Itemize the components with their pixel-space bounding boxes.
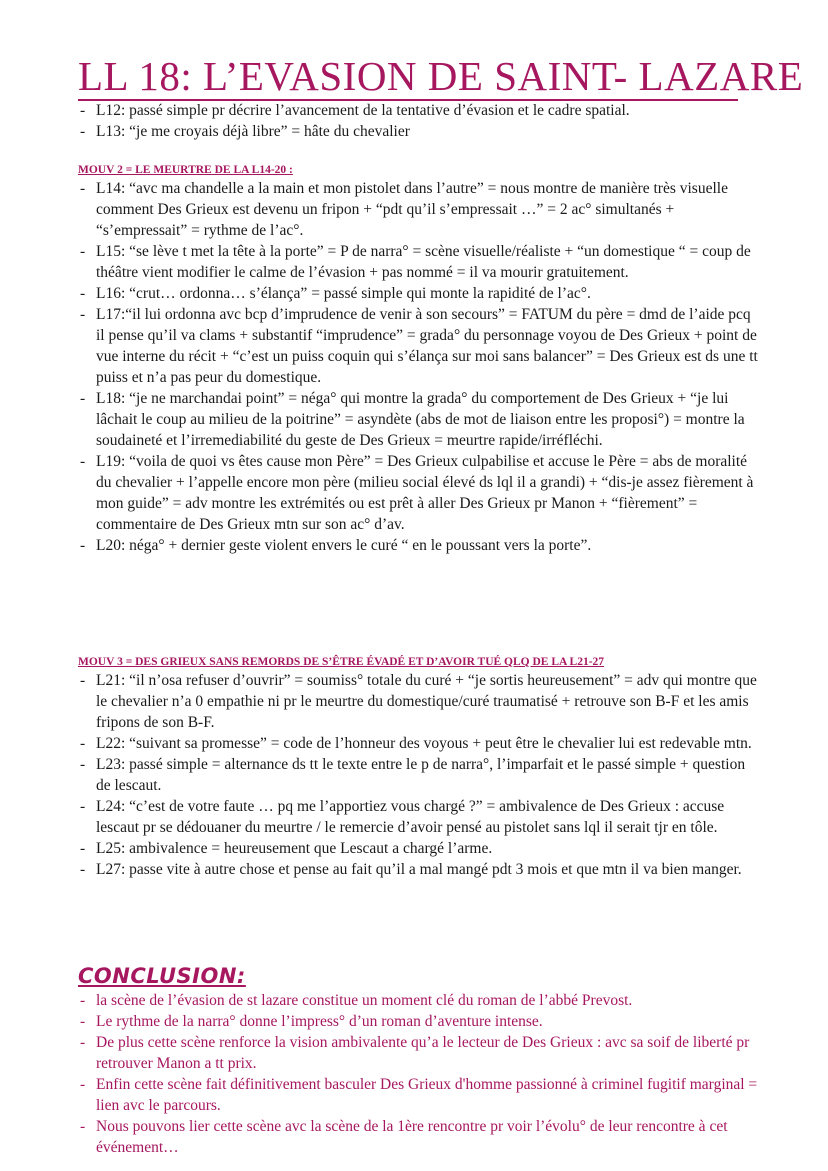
list-item: - L15: “se lève t met la tête à la porte” = P de narra° = scène visuelle/réaliste + “un domestique “ = coup de théâtre vient modifier le calme de l’évasion + pas nommé = il va mourir gratuitement. [78, 241, 758, 283]
mouv2-list [78, 178, 758, 556]
list-item: - Enfin cette scène fait définitivement basculer Des Grieux d'homme passionné à criminel fugitif marginal = lien avc le parcours. [78, 1074, 758, 1116]
list-item: - De plus cette scène renforce la vision ambivalente qu’a le lecteur de Des Grieux : avc sa soif de liberté pr retrouver Manon a tt prix. [78, 1032, 758, 1074]
list-item: - L12: passé simple pr décrire l’avancement de la tentative d’évasion et le cadre spatial. [78, 100, 758, 121]
list-item: - Nous pouvons lier cette scène avc la scène de la 1ère rencontre pr voir l’évolu° de leur rencontre à cet événement… [78, 1116, 758, 1158]
list-item: - L24: “c’est de votre faute … pq me l’apportiez vous chargé ?” = ambivalence de Des Grieux : accuse lescaut pr se dédouaner du meurtre / le remercie d’avoir pensé au pistolet sans lql il serait tjr en tôle. [78, 796, 758, 838]
list-item: - L20: néga° + dernier geste violent envers le curé “ en le poussant vers la porte”. [78, 535, 758, 556]
mouv2-section [78, 162, 758, 556]
mouv3-list [78, 670, 758, 880]
mouv2-heading: MOUV 2 = LE MEURTRE DE LA L14-20 : [78, 164, 293, 176]
list-item: - Le rythme de la narra° donne l’impress° d’un roman d’aventure intense. [78, 1011, 758, 1032]
list-item: - L22: “suivant sa promesse” = code de l’honneur des voyous + peut être le chevalier lui est redevable mtn. [78, 733, 758, 754]
intro-section [78, 100, 758, 142]
list-item: - L19: “voila de quoi vs êtes cause mon Père” = Des Grieux culpabilise et accuse le Père = abs de moralité du chevalier + l’appelle encore mon père (milieu social élevé ds lql il a grandi) + “dis-je assez fièrement à mon guide” = adv montre les extrémités ou est prêt à aller Des Grieux pr Manon + “fièrement” = commentaire de Des Grieux mtn sur son ac° d’av. [78, 451, 758, 535]
list-item: - L13: “je me croyais déjà libre” = hâte du chevalier [78, 121, 758, 142]
list-item: - L27: passe vite à autre chose et pense au fait qu’il a mal mangé pdt 3 mois et que mtn il va bien manger. [78, 859, 758, 880]
list-item: - L25: ambivalence = heureusement que Lescaut a chargé l’arme. [78, 838, 758, 859]
conclusion-heading: CONCLUSION: [78, 964, 246, 988]
list-item: - L16: “crut… ordonna… s’élança” = passé simple qui monte la rapidité de l’ac°. [78, 283, 758, 304]
list-item: - L14: “avc ma chandelle a la main et mon pistolet dans l’autre” = nous montre de manière très visuelle comment Des Grieux est devenu un fripon + “pdt qu’il s’empressait …” = 2 ac° simultanés + “s’empressait” = rythme de l’ac°. [78, 178, 758, 241]
conclusion-list [78, 990, 758, 1158]
mouv3-section [78, 654, 758, 880]
list-item: - L23: passé simple = alternance ds tt le texte entre le p de narra°, l’imparfait et le passé simple + question de lescaut. [78, 754, 758, 796]
list-item: - la scène de l’évasion de st lazare constitue un moment clé du roman de l’abbé Prevost. [78, 990, 758, 1011]
conclusion-section [78, 962, 758, 1158]
list-item: - L21: “il n’osa refuser d’ouvrir” = soumiss° totale du curé + “je sortis heureusement” = adv qui montre que le chevalier n’a 0 empathie ni pr le meurtre du domestique/curé traumatisé + retrouve son B-F et les amis fripons de son B-F. [78, 670, 758, 733]
page-title: LL 18: L’EVASION DE SAINT- LAZARE [78, 53, 804, 99]
list-item: - L17:“il lui ordonna avc bcp d’imprudence de venir à son secours” = FATUM du père = dmd de l’aide pcq il pense qu’il va clams + substantif “imprudence” = grada° du personnage voyou de Des Grieux + point de vue interne du récit + “c’est un puiss coquin qui s’élança sur moi sans balancer” = Des Grieux est ds une tt puiss et n’a pas peur du domestique. [78, 304, 758, 388]
mouv3-heading: MOUV 3 = DES GRIEUX SANS REMORDS DE S’ÊTRE ÉVADÉ ET D’AVOIR TUÉ QLQ DE LA L21-27 [78, 656, 605, 668]
intro-list [78, 100, 758, 142]
list-item: - L18: “je ne marchandai point” = néga° qui montre la grada° du comportement de Des Grieux + “je lui lâchait le coup au milieu de la poitrine” = asyndète (abs de mot de liaison entre les proposi°) = montre la soudaineté et l’irremediabilité du geste de Des Grieux = meurtre rapide/irréfléchi. [78, 388, 758, 451]
